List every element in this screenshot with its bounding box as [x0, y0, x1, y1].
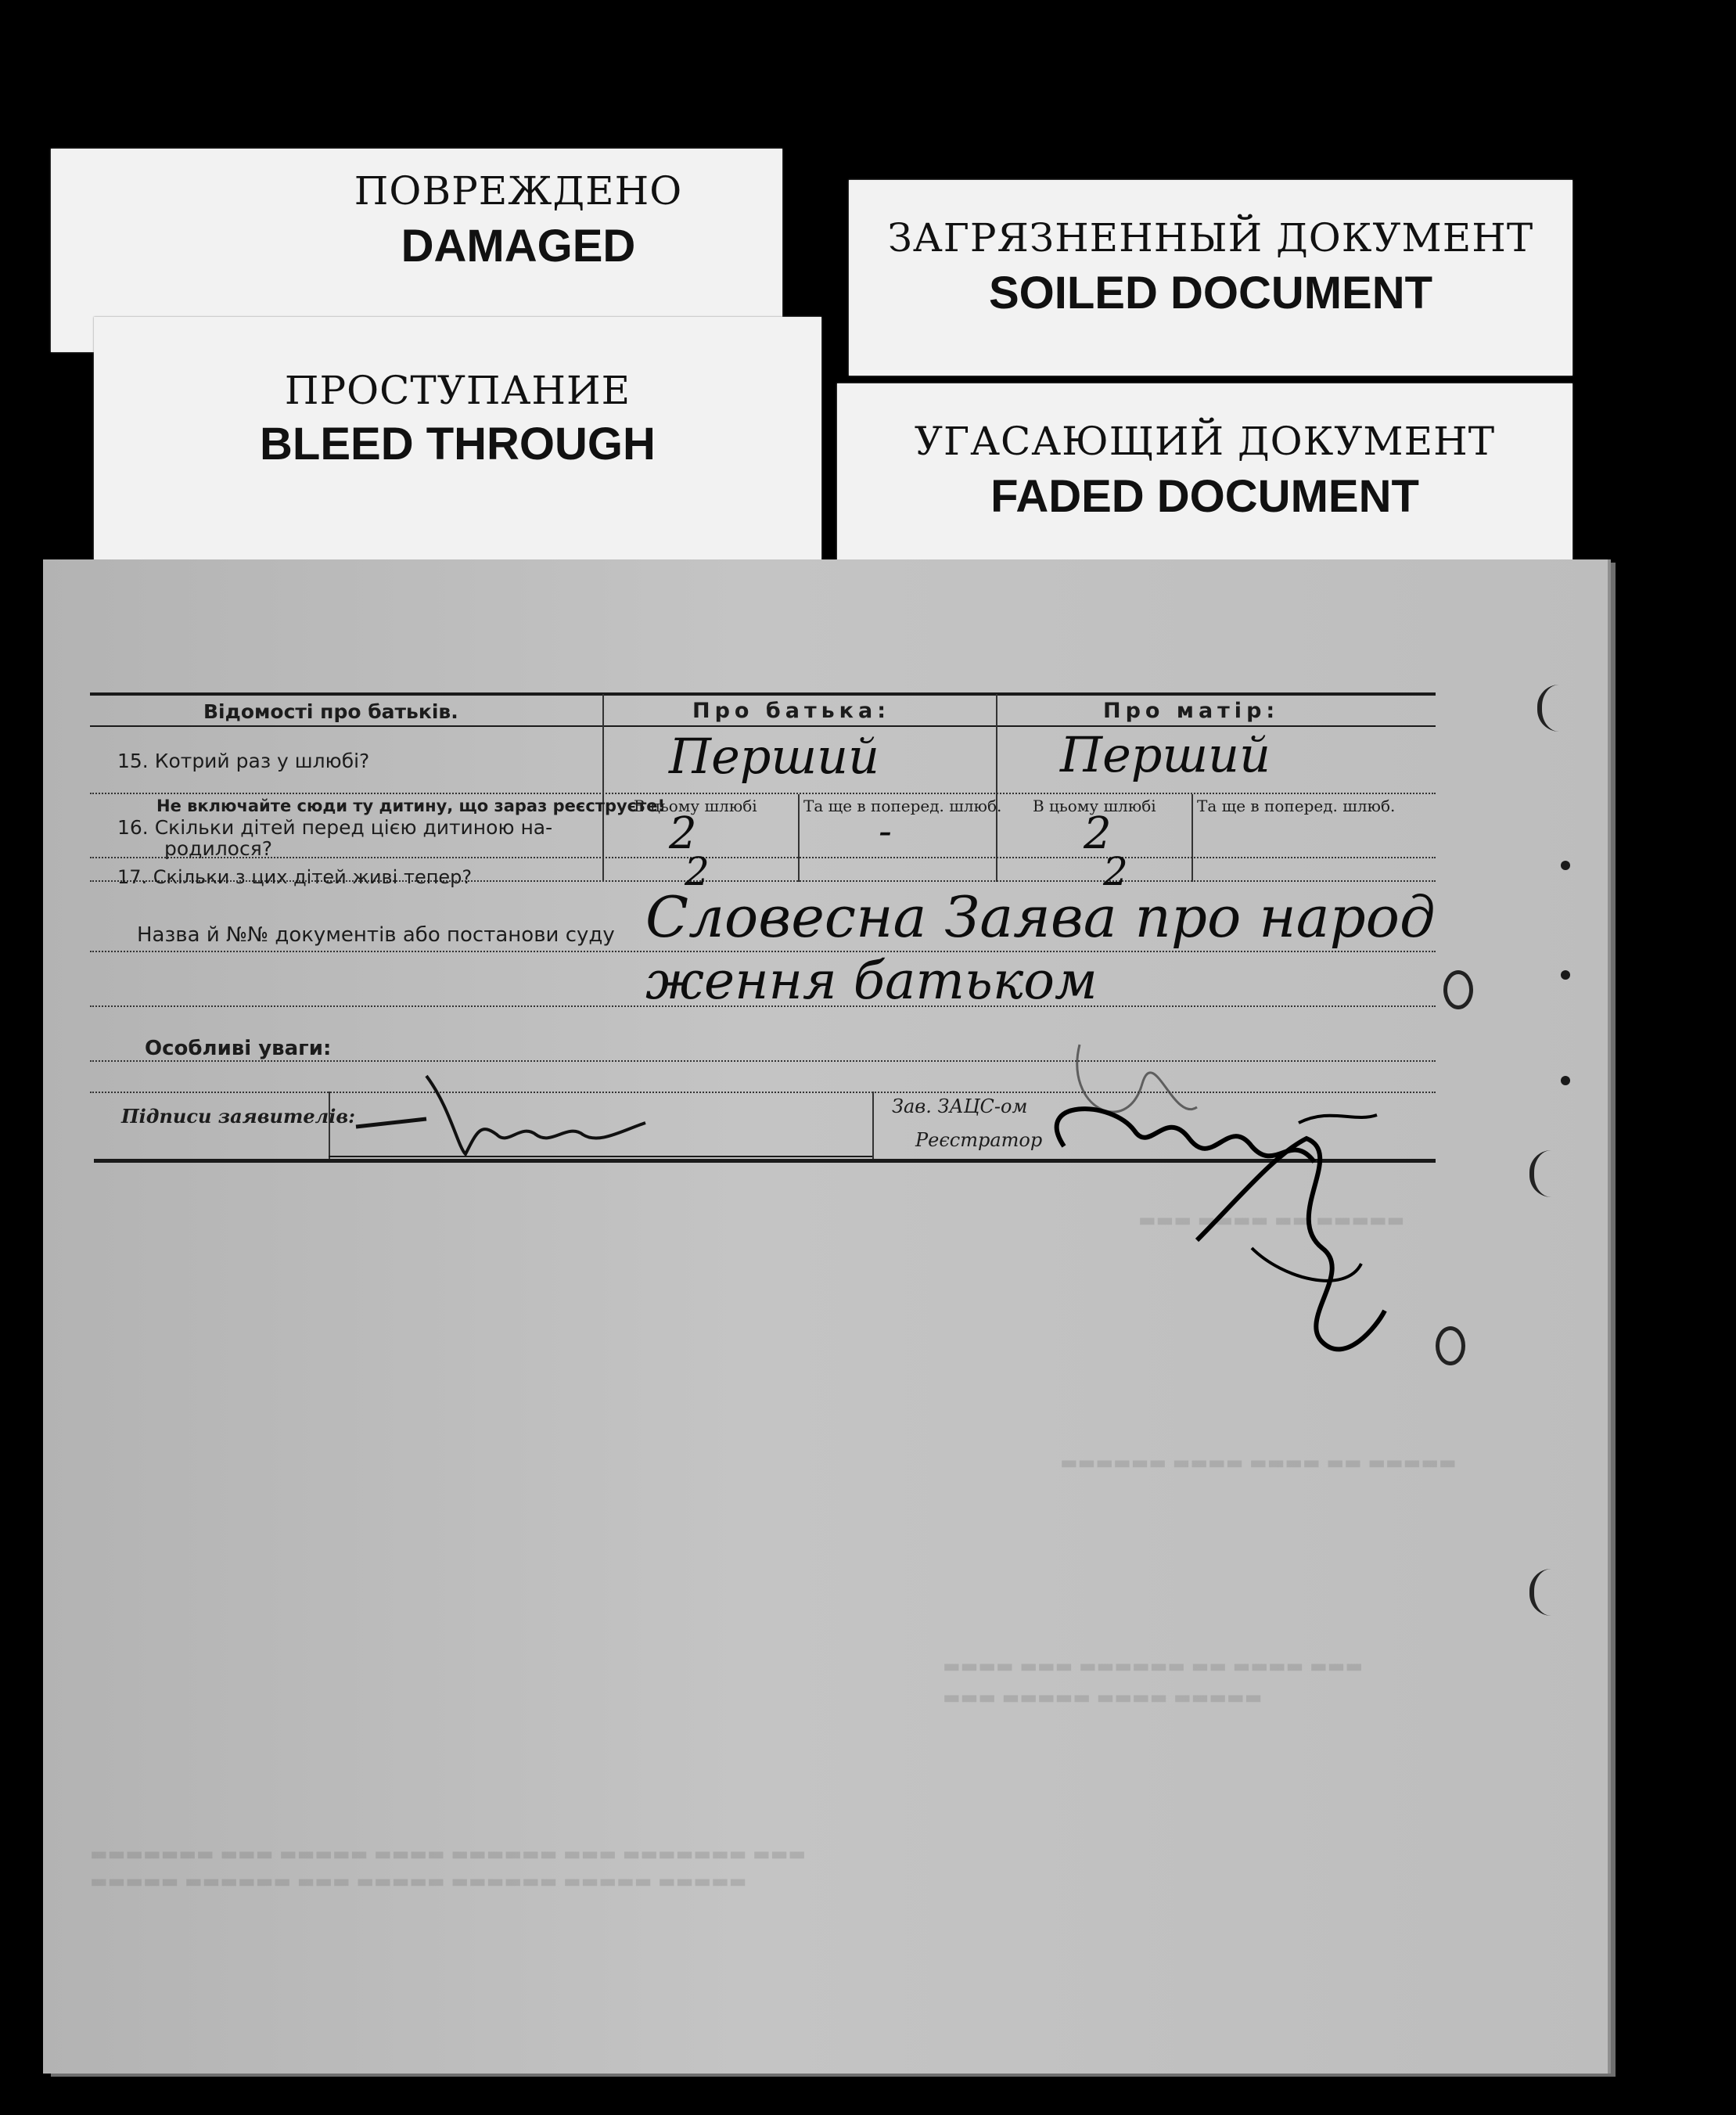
q17-mother-value: 2	[1103, 849, 1128, 894]
punch-hole-ring	[1436, 1326, 1465, 1365]
q16-mother-this-value: 2	[1084, 808, 1112, 859]
damaged-label-en: DAMAGED	[401, 221, 636, 272]
binder-clip-middle	[1529, 1150, 1551, 1197]
documents-value-line1: Словесна Заява про народ	[645, 884, 1436, 950]
q16-label-line1: 16. Скільки дітей перед цією дитиною на-	[117, 816, 553, 839]
header-father: Про батька:	[692, 699, 891, 723]
q17-label: 17. Скільки з цих дітей живі тепер?	[117, 866, 473, 888]
q16-father-prev-marriage-header: Та ще в поперед. шлюб.	[803, 797, 1002, 815]
q16-father-this-value: 2	[669, 808, 697, 859]
q16-label-line2: родилося?	[164, 837, 273, 860]
punch-hole-ring	[1443, 970, 1473, 1009]
documents-label: Назва й №№ документів або постанови суду	[137, 923, 615, 947]
binder-clip-bottom	[1529, 1569, 1551, 1616]
faded-label-card	[837, 383, 1572, 583]
punch-hole	[1561, 970, 1570, 980]
registrar-label: Реєстратор	[915, 1129, 1043, 1151]
punch-hole	[1561, 861, 1570, 870]
q16-mother-this-marriage-header: В цьому шлюбі	[1033, 797, 1156, 815]
q16-father-prev-value: -	[879, 808, 892, 854]
faded-label-ru: УГАСАЮЩИЙ ДОКУМЕНТ	[914, 419, 1496, 464]
document-page: ▬▬▬ ▬▬▬▬ ▬▬ ▬▬▬▬▬ ▬▬▬▬▬▬ ▬▬▬▬ ▬▬▬▬ ▬▬ ▬▬▬▬▬ ▬▬▬▬ ▬▬▬ ▬▬▬▬▬▬ ▬▬ ▬▬▬▬ ▬▬▬ ▬▬▬ ▬▬▬▬▬ ▬▬▬▬ ▬▬▬▬▬ ▬▬▬▬▬▬▬ ▬▬▬ ▬▬▬▬▬ ▬▬▬▬ ▬▬▬▬▬▬ ▬▬▬ ▬▬▬▬▬▬▬ ▬▬▬ ▬▬▬▬▬ ▬▬▬▬▬▬ ▬▬▬ ▬▬▬▬▬ ▬▬▬▬▬▬ ▬▬▬▬▬ ▬▬▬▬▬ Відомості про батьків. Про батька: Про матір: 15. Котрий раз у шлюбі? Перший Перший Не включайте сюди ту дитину, що зараз реєструєте! 16. Скільки дітей перед цією дитиною на- родилося? В цьому шлюбі Та ще в поперед. шлюб. В цьому шлюбі Та ще в поперед. шлюб. 2 - 2 17. Скільки з цих дітей живі тепер? 2 2 Назва й №№ документів або постанови суду Словесна Заява про народ ження батьком Особливі уваги: Підписи заявителів: Зав. ЗАЦС-ом Реєстратор	[43, 559, 1608, 2074]
damaged-label-ru: ПОВРЕЖДЕНО	[354, 168, 683, 214]
header-mother: Про матір:	[1103, 699, 1280, 723]
q15-mother-value: Перший	[1060, 726, 1271, 783]
soiled-label-card	[849, 180, 1572, 376]
punch-hole	[1561, 1076, 1570, 1085]
q16-mother-prev-marriage-header: Та ще в поперед. шлюб.	[1197, 797, 1396, 815]
q16-father-this-marriage-header: В цьому шлюбі	[634, 797, 757, 815]
soiled-label-ru: ЗАГРЯЗНЕННЫЙ ДОКУМЕНТ	[887, 215, 1534, 261]
applicants-signature-label: Підписи заявителів:	[121, 1105, 355, 1128]
soiled-label-en: SOILED DOCUMENT	[988, 268, 1433, 318]
documents-value-line2: ження батьком	[645, 951, 1098, 1011]
faded-label-en: FADED DOCUMENT	[990, 471, 1419, 522]
bleed-label-card	[94, 317, 821, 575]
binder-clip-top	[1537, 685, 1559, 732]
q16-note: Не включайте сюди ту дитину, що зараз реєструєте!	[156, 797, 666, 815]
bleed-label-en: BLEED THROUGH	[260, 419, 656, 469]
q15-father-value: Перший	[669, 728, 880, 785]
q17-father-value: 2	[685, 849, 710, 894]
q15-label: 15. Котрий раз у шлюбі?	[117, 750, 370, 772]
bleed-label-ru: ПРОСТУПАНИЕ	[284, 368, 631, 413]
header-parents-info: Відомості про батьків.	[203, 700, 458, 723]
notes-label: Особливі уваги:	[145, 1037, 332, 1060]
applicant-signature	[340, 1060, 669, 1170]
registrar-signature	[1017, 1013, 1424, 1389]
zags-head-label: Зав. ЗАЦС-ом	[892, 1095, 1028, 1117]
